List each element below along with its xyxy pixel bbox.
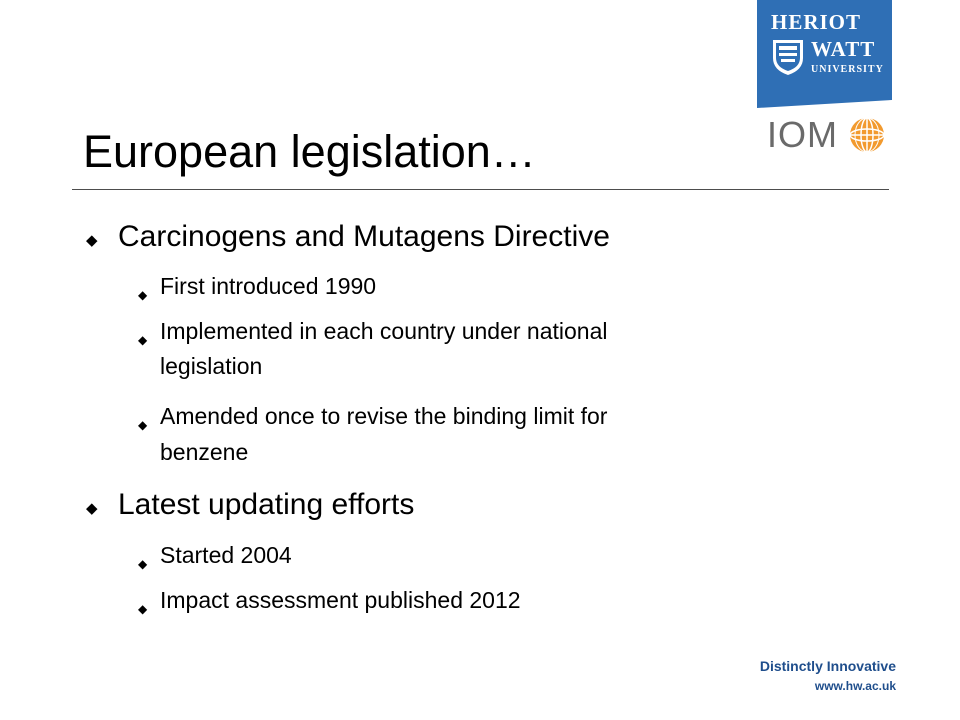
globe-icon [848, 116, 886, 154]
bullet-text: Carcinogens and Mutagens Directive [118, 220, 610, 253]
sub-bullet-text: Started 2004 [160, 542, 292, 568]
bullet-item [86, 220, 610, 254]
hw-logo-line2: WATT [811, 37, 876, 61]
sub-bullet-icon: ◆ [138, 333, 148, 347]
sub-bullet-text: First introduced 1990 [160, 273, 377, 299]
heriot-watt-logo [757, 0, 892, 100]
sub-bullet-icon: ◆ [138, 418, 148, 432]
sub-bullet-icon: ◆ [138, 602, 148, 616]
sub-bullet-item [138, 270, 377, 303]
hw-logo-line3: UNIVERSITY [811, 64, 884, 75]
sub-bullet-icon: ◆ [138, 288, 148, 302]
footer-url: www.hw.ac.uk [814, 679, 896, 693]
iom-logo-text: IOM [767, 114, 838, 155]
sub-bullet-icon: ◆ [138, 557, 148, 571]
bullet-text: Latest updating efforts [118, 488, 415, 521]
crest-icon [771, 38, 805, 76]
bullet-icon: ◆ [86, 232, 98, 249]
sub-bullet-text: Impact assessment published 2012 [160, 587, 521, 613]
sub-bullet-item [138, 400, 608, 433]
slide-title: European legislation… [83, 126, 536, 177]
sub-bullet-text: Amended once to revise the binding limit for [160, 403, 608, 429]
sub-bullet-continuation [160, 350, 262, 383]
sub-bullet-text: benzene [160, 439, 249, 465]
sub-bullet-item [138, 584, 521, 617]
bullet-item [86, 488, 415, 522]
footer-tagline: Distinctly Innovative [759, 658, 896, 674]
sub-bullet-item [138, 539, 292, 572]
sub-bullet-text: Implemented in each country under national [160, 318, 608, 344]
title-divider [72, 189, 889, 190]
sub-bullet-item [138, 315, 608, 348]
hw-logo-line1: HERIOT [771, 10, 862, 34]
bullet-icon: ◆ [86, 500, 98, 517]
sub-bullet-text: legislation [160, 353, 263, 379]
sub-bullet-continuation [160, 436, 248, 469]
